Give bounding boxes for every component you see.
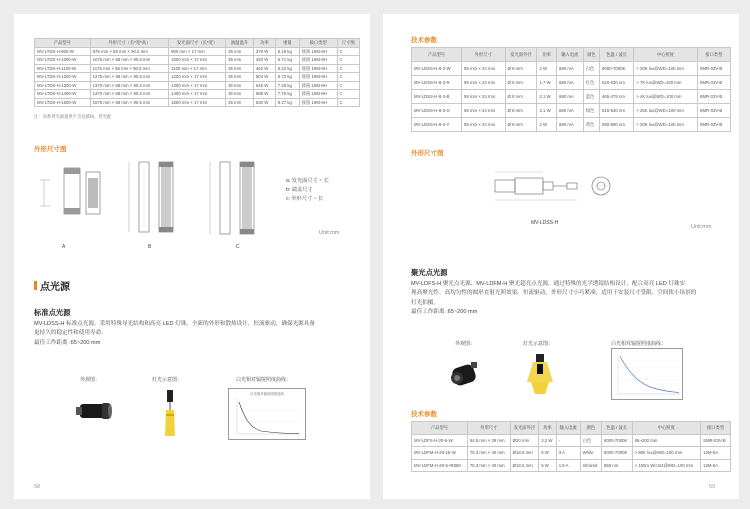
table-row [35,64,360,73]
table-cell: 850 nm [601,459,632,472]
focus-curve-line [618,354,680,396]
table-cell: 465-475 nm [600,90,634,104]
table-cell: SMR-03V-B [697,104,730,118]
table-cell: 1470 mm × 58 mm × 90.5 mm [90,90,169,99]
table-cell: 2.1 W [537,90,557,104]
right-tech-title-2: 技术参数 [411,411,437,418]
table-cell: 1500 mm × 17 mm [169,98,226,107]
table-cell: 420 W [253,56,275,65]
table-cell: 35 mm [226,73,254,82]
table-cell: 6.22 kg [275,64,299,73]
right-spec-table-1 [411,47,731,132]
table-header-cell: 尺寸图 [337,39,360,48]
right-spec-table-2 [411,421,731,472]
table-cell: C [337,64,360,73]
table-cell: Ø20 mm [510,434,539,447]
table-cell: 接圆 19M-8H [299,64,337,73]
table-header-cell: 发光面外径 [505,48,537,62]
table-header-cell: 功率 [537,48,557,62]
table-header-cell: 产品型号 [412,422,468,435]
table-cell: 546 W [253,81,275,90]
table-cell: 黄色 [583,118,599,132]
table-cell: 3 A [556,447,580,460]
table-cell: 680 mA [556,118,583,132]
table-row [35,73,360,82]
heading-accent-bar [34,281,37,290]
table-row [412,76,731,90]
table-header-cell: 功率 [253,39,275,48]
table-header-cell: 重量 [275,39,299,48]
table-cell: 680 mA [556,76,583,90]
left-spec-table [34,38,360,107]
table-cell: MV-LDFM-H-20-15-W [412,447,468,460]
table-cell: 12M-5A [701,459,731,472]
table-header-cell: 外形尺寸（长*宽*高） [90,39,169,48]
right-caption-light: 灯光示意图： [523,341,554,347]
right-page-number: 59 [709,484,716,490]
legend-c: c: 外形尺寸 ~ 长 [286,196,324,202]
focus-desc-line-2: 现高聚光性、高均匀性的圆形直射光照效果。恒流驱动，外形尺寸小巧紧凑，适用于安装尺寸受限、空间狭小场景的 [411,290,697,297]
table-cell: 75.3 mm × 40 mm [467,459,510,472]
table-row [35,56,360,65]
table-cell: 1000 mm × 17 mm [169,56,226,65]
table-row [35,47,360,56]
table-cell: MV-LDFS-H-20-6-W [412,434,468,447]
table-cell: Ø 8 mm [505,62,537,76]
right-caption-curve: 白光相对辐射照度曲线： [611,341,667,347]
table-cell: SMR-03V-B [697,62,730,76]
table-cell: > 20K lux@WD=100 mm [634,62,697,76]
table-note: 注：该系列光源提供不含直插线、常光配 [34,114,112,119]
table-cell: Ø 8 mm [505,118,537,132]
table-cell: MV-LTDS-H-1100-W [35,64,91,73]
table-row [35,90,360,99]
table-cell: C [337,98,360,107]
table-cell: Ø 8 mm [505,90,537,104]
table-cell: C [337,90,360,99]
point-light-title: 点光源 [40,282,70,293]
std-point-light-illustration [160,388,180,440]
table-cell: 1300 mm × 17 mm [169,81,226,90]
std-desc-line-1: MV-LDSS-H 标准点光源，采用特殊导光结构和高亮 LED 灯珠，全新的外形和散热设计，恒流驱动，确保光源具备 [34,321,315,327]
table-cell: Ø18.5 mm [510,447,539,460]
diagram-c-label: C [236,244,240,250]
table-cell: 680 mA [556,90,583,104]
table-cell: 35 mm [226,56,254,65]
table-row [35,81,360,90]
table-cell: 59 mm × 24 mm [462,90,506,104]
left-page [14,14,370,499]
diagram-a-label: A [62,244,66,250]
table-header-cell: 接口类型 [299,39,337,48]
table-cell: 白色 [580,434,601,447]
std-point-description [34,320,315,348]
table-cell: 900 mm × 17 mm [169,47,226,56]
mv-ldss-h-label: MV-LDSS-H [531,220,559,226]
table-header-cell: 色温 / 波长 [601,422,632,435]
table-row [412,447,731,460]
table-cell: 蓝色 [583,90,599,104]
table-cell: MV-LTDS-H-1300-W [35,81,91,90]
table-cell: 3.2 W [539,434,556,447]
table-cell: 630 W [253,98,275,107]
legend-a: a: 发光面尺寸 ~ 长 [286,178,329,184]
table-cell: 接圆 19M-8H [299,90,337,99]
table-cell: 975 mm × 58 mm × 90.5 mm [90,47,169,56]
table-cell: > 4K lux@WD=100 mm [634,90,697,104]
focus-point-product-image [445,354,485,394]
table-cell: 7.25 kg [275,81,299,90]
table-cell: 1100 mm × 17 mm [169,64,226,73]
diagram-a [36,164,106,234]
diagram-b-label: B [148,244,152,250]
table-cell: 接圆 19M-8H [299,73,337,82]
table-cell: C [337,56,360,65]
left-caption-curve: 白光相对辐射照度曲线： [236,377,292,383]
right-tech-title: 技术参数 [411,37,437,44]
table-header-cell: 产品型号 [35,39,91,48]
table-row [412,118,731,132]
table-cell: 504 W [253,73,275,82]
table-header-cell: 发光面外径 [510,422,539,435]
table-cell: 2 W [537,62,557,76]
table-cell: 1400 mm × 17 mm [169,90,226,99]
table-cell: Ø 8 mm [505,76,537,90]
table-cell: 680 mA [556,62,583,76]
table-header-cell: 发光面尺寸（长*宽） [169,39,226,48]
table-header-cell: 色温 / 波长 [600,48,634,62]
table-cell: 接圆 19M-8H [299,98,337,107]
focus-point-light-illustration [523,352,557,396]
left-unit-label: Unit:mm [319,230,340,236]
table-header-cell: 输入电流 [556,48,583,62]
focus-point-title: 聚光点光源 [411,268,448,277]
table-cell: 54.5 mm × 29 mm [467,434,510,447]
table-cell: Infrared [580,459,601,472]
table-header-cell: 外形尺寸 [462,48,506,62]
table-cell: SMR-03V-B [697,118,730,132]
table-cell: > 80K lux@WD=100 mm [632,447,701,460]
table-header-cell: 功率 [539,422,556,435]
table-cell: 59 mm × 24 mm [462,62,506,76]
std-curve-title: 白光相对辐射照度曲线 [250,392,284,396]
table-cell: 620-630 nm [600,76,634,90]
table-cell: 59 mm × 24 mm [462,118,506,132]
table-cell: 462 W [253,64,275,73]
focus-point-description [411,280,696,318]
table-cell: 5.71 kg [275,56,299,65]
table-cell: 1200 mm × 17 mm [169,73,226,82]
table-cell: 1.5 A [556,459,580,472]
table-header-cell: 颜色 [583,48,599,62]
std-point-product-image [72,394,116,430]
table-header-cell: 接口类型 [697,48,730,62]
table-cell: MV-LDSS-H-8-3-G [412,104,462,118]
focus-desc-line-1: MV-LDFS-H 聚光点光源、MV-LDFM-H 聚光超亮点光源，通过特殊的光学透镜结构设计，配合高亮 LED 灯珠实 [411,281,686,287]
table-cell: 红色 [583,76,599,90]
table-cell: C [337,81,360,90]
table-cell: Ø18.5 mm [510,459,539,472]
table-cell: White [580,447,601,460]
table-cell: 接圆 19M-8H [299,81,337,90]
table-cell: 1175 mm × 58 mm × 90.5 mm [90,64,169,73]
table-cell: > 150m W/cm2@WD=100 mm [632,459,701,472]
focus-desc-line-3: 打光拍摄。 [411,299,439,306]
table-header-cell: 输入电流 [556,422,580,435]
table-header-cell: 接口类型 [701,422,731,435]
table-cell: 5.19 kg [275,47,299,56]
table-cell: C [337,73,360,82]
table-cell: 2 W [537,118,557,132]
table-cell: MV-LTDS-H-900-W [35,47,91,56]
table-header-cell: 外形尺寸 [467,422,510,435]
table-cell: 7.76 kg [275,90,299,99]
table-cell: 59 mm × 24 mm [462,76,506,90]
table-cell: 1075 mm × 58 mm × 90.5 mm [90,56,169,65]
table-cell: MV-LDFM-H-20-5-IR850 [412,459,468,472]
mv-ldss-h-diagram [491,162,611,222]
table-cell: > 7K lux@WD=100 mm [634,76,697,90]
std-curve-line [237,398,301,436]
table-cell: MV-LDSS-H-8-3-Y [412,118,462,132]
table-cell: MV-LDSS-H-8-3-B [412,90,462,104]
table-header-cell: 产品型号 [412,48,462,62]
diagram-b [119,160,189,240]
point-light-heading [34,278,70,293]
std-point-title: 标准点光源 [34,308,71,317]
std-desc-line-3: 最佳工作距离 :65~200 mm [34,339,101,346]
table-cell: 1575 mm × 58 mm × 90.5 mm [90,98,169,107]
table-cell: SMR-03V-B [697,90,730,104]
dimension-legend [286,177,329,204]
table-row [412,90,731,104]
table-cell: C [337,47,360,56]
table-cell: 65~200 mm [632,434,701,447]
table-header-cell: 油温温升 [226,39,254,48]
legend-b: b: 端盖尺寸 [286,187,313,193]
table-cell: 接圆 19M-8H [299,56,337,65]
table-cell: 绿色 [583,104,599,118]
table-row [412,62,731,76]
table-cell: 1370 mm × 58 mm × 90.5 mm [90,81,169,90]
table-cell: MV-LDSS-H-8-3-R [412,76,462,90]
table-cell: 6000-7000K [601,447,632,460]
table-cell: 59 mm × 24 mm [462,104,506,118]
table-cell: 白色 [583,62,599,76]
table-cell: MV-LTDS-H-1500-W [35,98,91,107]
table-cell: 12M-5A [701,447,731,460]
table-cell: 588 W [253,90,275,99]
table-row [35,98,360,107]
table-row [412,434,731,447]
left-caption-light: 灯光示意图： [152,377,183,383]
table-row [412,104,731,118]
focus-curve-plot [611,348,683,400]
left-caption-appearance: 外观图： [80,377,101,383]
table-cell: MV-LTDS-H-1000-W [35,56,91,65]
table-cell: Ø 8 mm [505,104,537,118]
table-cell: > 20K lux@WD=100 mm [634,118,697,132]
table-cell: 6.73 kg [275,73,299,82]
table-cell: 1275 mm × 58 mm × 90.5 mm [90,73,169,82]
focus-desc-line-4: 最佳工作距离 :65~200 mm [411,309,478,316]
table-row [412,459,731,472]
right-unit-label: Unit:mm [691,224,712,230]
table-header-cell: 颜色 [580,422,601,435]
table-cell: 1.7 W [537,76,557,90]
table-cell: 75.3 mm × 40 mm [467,447,510,460]
table-cell: 6000-7000K [601,434,632,447]
right-dimension-title: 外形尺寸图 [411,150,444,157]
table-cell: 5 W [539,459,556,472]
table-cell: 35 mm [226,81,254,90]
table-cell: 35 mm [226,47,254,56]
table-cell: 接圆 19M-8H [299,47,337,56]
table-cell: 35 mm [226,98,254,107]
table-cell: 6 W [539,447,556,460]
table-cell: 8.27 kg [275,98,299,107]
diagram-c [204,160,274,240]
table-cell: 580-590 nm [600,118,634,132]
std-curve-plot [228,388,306,440]
table-cell: SMR-03V-B [701,434,731,447]
left-page-number: 58 [34,484,41,490]
table-cell: > 25K lux@WD=100 mm [634,104,697,118]
std-desc-line-2: 更持久的稳定性和使用寿命。 [34,330,107,337]
table-cell: 35 mm [226,64,254,73]
table-cell: MV-LTDS-H-1200-W [35,73,91,82]
table-header-cell: 中心照度 [634,48,697,62]
table-cell: 35 mm [226,90,254,99]
table-cell: 6000-7000K [600,62,634,76]
table-header-cell: 中心照度 [632,422,701,435]
table-cell: 2.1 W [537,104,557,118]
right-caption-appearance: 外观图： [455,341,476,347]
left-dimension-title: 外形尺寸图 [34,146,67,153]
table-cell: MV-LTDS-H-1400-W [35,90,91,99]
table-cell: SMR-03V-B [697,76,730,90]
table-cell: 680 mA [556,104,583,118]
table-cell: - [556,434,580,447]
table-cell: 378 W [253,47,275,56]
table-cell: MV-LDSS-H-8-3-W [412,62,462,76]
right-page [383,14,739,499]
table-cell: 515-530 nm [600,104,634,118]
